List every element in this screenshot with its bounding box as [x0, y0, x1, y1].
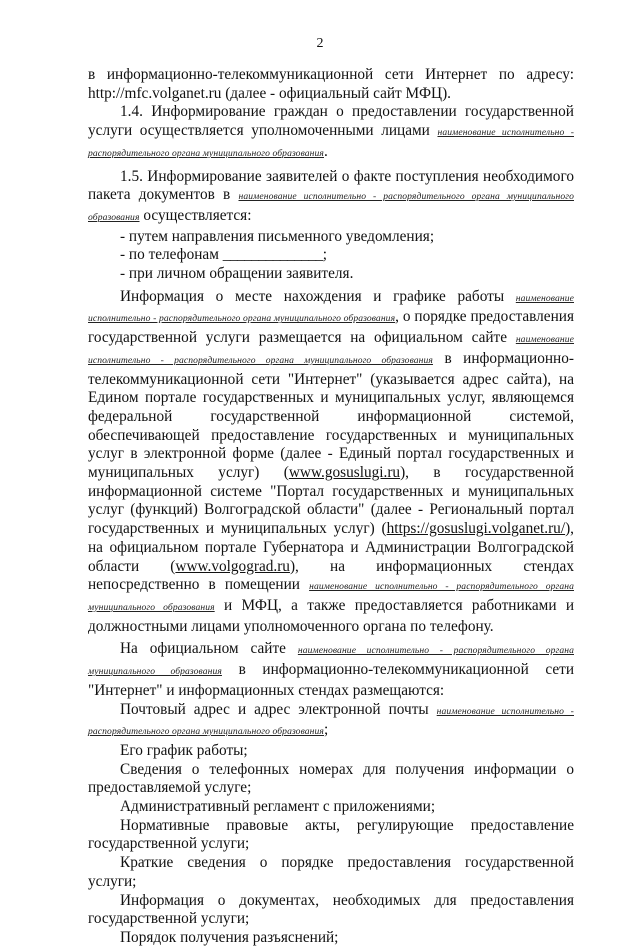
- info-text: ), на информационных стендах непосредственно в помещении: [88, 557, 574, 594]
- list-item: [88, 701, 574, 742]
- volgograd-link[interactable]: www.volgograd.ru: [175, 557, 290, 575]
- list-item: Информация о документах, необходимых для предоставления государственной услуги;: [88, 891, 574, 928]
- list-item: Краткие сведения о порядке предоставления государственной услуги;: [88, 854, 574, 890]
- gosuslugi-link[interactable]: www.gosuslugi.ru: [288, 464, 401, 482]
- list-item: Сведения о телефонных номерах для получения информации о предоставляемой услуге;: [88, 760, 574, 797]
- list-item: - путем направления письменного уведомления;: [120, 227, 435, 245]
- paragraph-information: [88, 288, 574, 637]
- site-text: На официальном сайте: [120, 640, 286, 658]
- page-number: 2: [316, 36, 324, 51]
- regional-portal-link[interactable]: https://gosuslugi.volganet.ru/: [386, 520, 566, 538]
- list-item: Нормативные правовые акты, регулирующие предоставление государственной услуги;: [88, 816, 574, 853]
- document-body: [88, 66, 574, 948]
- postal-address-end: ;: [324, 721, 329, 739]
- info-text: ), в государственной информационной системе "Портал государственных и муниципальных услуг (функций) Волгоградской области" (далее - Региональный портал государственных и муниципальных услуг) (: [88, 464, 574, 538]
- handwritten-placeholder: наименование исполнительно - распорядительного органа муниципального образования: [88, 645, 574, 678]
- site-text: в информационно-телекоммуникационной сети "Интернет" и информационных стендах размещаются:: [88, 661, 574, 699]
- info-text: ), на официальном портале Губернатора и Администрации Волгоградской области (: [88, 520, 574, 575]
- p14-end: .: [324, 142, 328, 160]
- paragraph-official-site: [88, 640, 574, 700]
- handwritten-placeholder: наименование исполнительно - распорядительного органа муниципального образования: [88, 581, 574, 613]
- list-item: Административный регламент с приложениями;: [120, 798, 436, 816]
- info-text: и МФЦ, а также предоставляется работниками и должностными лицами уполномоченного органа по телефону.: [88, 596, 575, 635]
- phones-end: ;: [322, 246, 328, 264]
- handwritten-placeholder: наименование исполнительно - распорядительного органа муниципального образования: [88, 705, 574, 738]
- list-item: [88, 246, 574, 265]
- paragraph-1-5: [88, 168, 574, 228]
- list-item: - при личном обращении заявителя.: [120, 265, 354, 283]
- p15-text-end: осуществляется:: [143, 206, 252, 224]
- info-text: Информация о месте нахождения и графике работы: [120, 287, 505, 305]
- handwritten-placeholder: наименование исполнительно - распорядительного органа муниципального образования: [88, 127, 574, 159]
- handwritten-placeholder: наименование исполнительно - распорядительного органа муниципального образования: [88, 292, 574, 325]
- phones-label: - по телефонам: [120, 246, 219, 264]
- phone-blank-line: ______________: [222, 246, 323, 264]
- postal-address-text: Почтовый адрес и адрес электронной почты: [120, 700, 429, 718]
- p15-text: 1.5. Информирование заявителей о факте поступления необходимого пакета документов в: [88, 167, 574, 204]
- paragraph-1-4: [88, 103, 574, 163]
- handwritten-placeholder: наименование исполнительно - распорядительного органа муниципального образования: [88, 191, 574, 223]
- paragraph-mfc-site: [88, 66, 574, 85]
- handwritten-placeholder: наименование исполнительно - распорядительного органа муниципального образования: [88, 334, 575, 366]
- info-text: , о порядке предоставления государственной услуги размещается на официальном сайте: [88, 308, 574, 347]
- info-text: в информационно-телекоммуникационной сети "Интернет" (указывается адрес сайта), на Едином портале государственных и муниципальных услуг, являющемся федеральной государственной информационной системой, обеспечивающей предоставление государственных и муниципальных услуг в электронной форме (далее - Единый портал государственных и муниципальных услуг) (: [88, 349, 574, 482]
- paragraph-mfc-site-url: [88, 85, 574, 104]
- list-item: Его график работы;: [120, 741, 248, 759]
- list-item: Порядок получения разъяснений;: [120, 928, 339, 946]
- mfc-site-text: в информационно-телекоммуникационной сети Интернет по адресу:: [88, 66, 574, 83]
- p14-text: 1.4. Информирование граждан о предоставлении государственной услуги осуществляется уполномоченными лицами: [88, 103, 574, 140]
- mfc-site-url-text: http://mfc.volganet.ru (далее - официальный сайт МФЦ).: [88, 84, 452, 102]
